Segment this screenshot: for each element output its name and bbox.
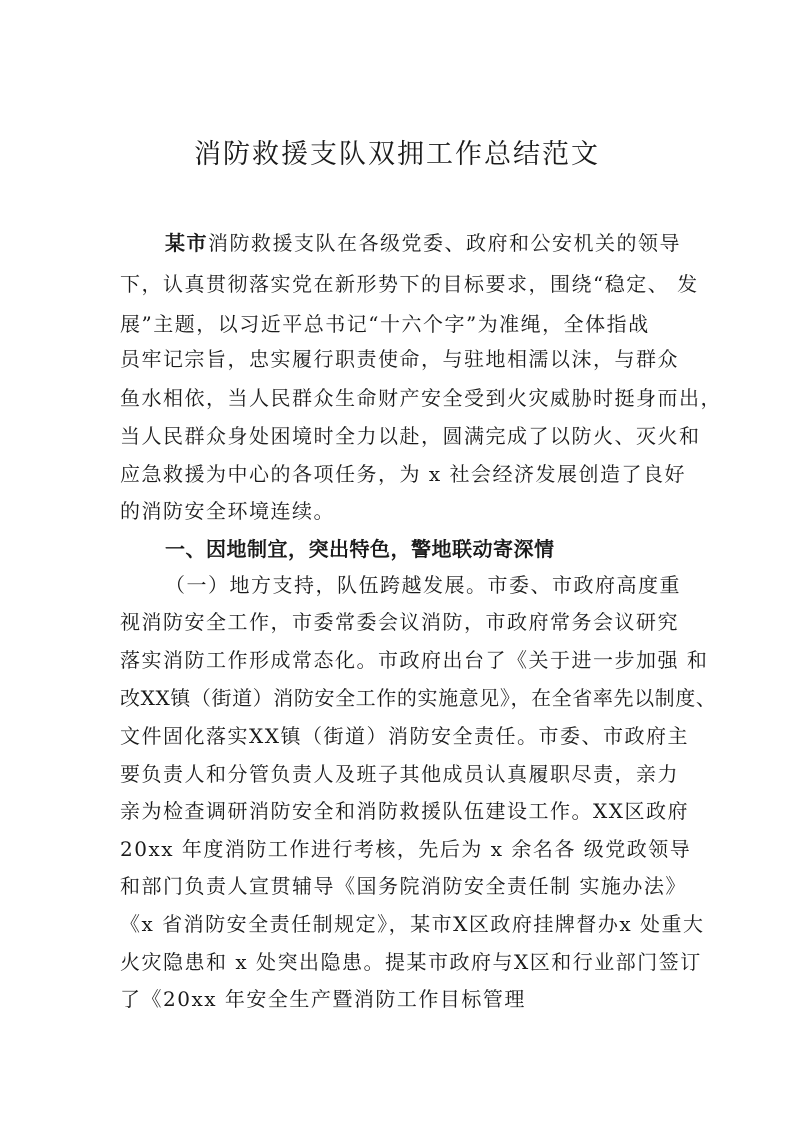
paragraph-line: 落实消防工作形成常态化。市政府出台了《关于进一步加强 和: [120, 648, 709, 672]
paragraph-line: 改XX镇（街道）消防安全工作的实施意见》，在全省率先以制度、: [120, 686, 717, 710]
paragraph-line: 员牢记宗旨，忠实履行职责使命，与驻地相濡以沫，与群众: [120, 347, 679, 371]
paragraph-line: 应急救援为中心的各项任务，为 x 社会经济发展创造了良好: [120, 462, 686, 486]
paragraph-line: 亲为检查调研消防安全和消防救援队伍建设工作。XX区政府: [120, 799, 689, 823]
paragraph-line: 鱼水相依，当人民群众生命财产安全受到火灾威胁时挺身而出，: [120, 386, 722, 410]
paragraph-line: 文件固化落实XX镇（街道）消防安全责任。市委、市政府主: [120, 724, 689, 748]
paragraph-line: 展”主题，以习近平总书记“十六个字”为准绳，全体指战: [120, 312, 650, 336]
page-title: 消防救援支队双拥工作总结范文: [194, 139, 600, 170]
intro-lead: 某市: [165, 231, 208, 255]
intro-line-rest: 消防救援支队在各级党委、政府和公安机关的领导: [208, 231, 681, 255]
paragraph-line: 《x 省消防安全责任制规定》，某市X区政府挂牌督办x 处重大: [120, 912, 705, 936]
paragraph-line: 要负责人和分管负责人及班子其他成员认真履职尽责，亲力: [120, 762, 679, 786]
paragraph-line: 当人民群众身处困境时全力以赴，圆满完成了以防火、灭火和: [120, 424, 701, 448]
section-heading: 一、因地制宜，突出特色，警地联动寄深情: [165, 537, 555, 561]
paragraph-line: 视消防安全工作，市委常委会议消防，市政府常务会议研究: [120, 610, 679, 634]
paragraph-line: （一）地方支持，队伍跨越发展。市委、市政府高度重: [165, 573, 681, 597]
paragraph-line: 火灾隐患和 x 处突出隐患。提某市政府与X区和行业部门签订: [120, 950, 702, 974]
paragraph-line: 20xx 年度消防工作进行考核，先后为 x 余名各 级党政领导: [120, 837, 692, 861]
paragraph-line: 和部门负责人宣贯辅导《国务院消防安全责任制 实施办法》: [120, 874, 687, 898]
paragraph-line: [165, 229, 681, 257]
paragraph-line: 下，认真贯彻落实党在新形势下的目标要求，围绕“稳定、 发: [120, 272, 699, 296]
paragraph-line: 了《20xx 年安全生产暨消防工作目标管理: [120, 987, 526, 1011]
paragraph-line: 的消防安全环境连续。: [120, 499, 335, 523]
